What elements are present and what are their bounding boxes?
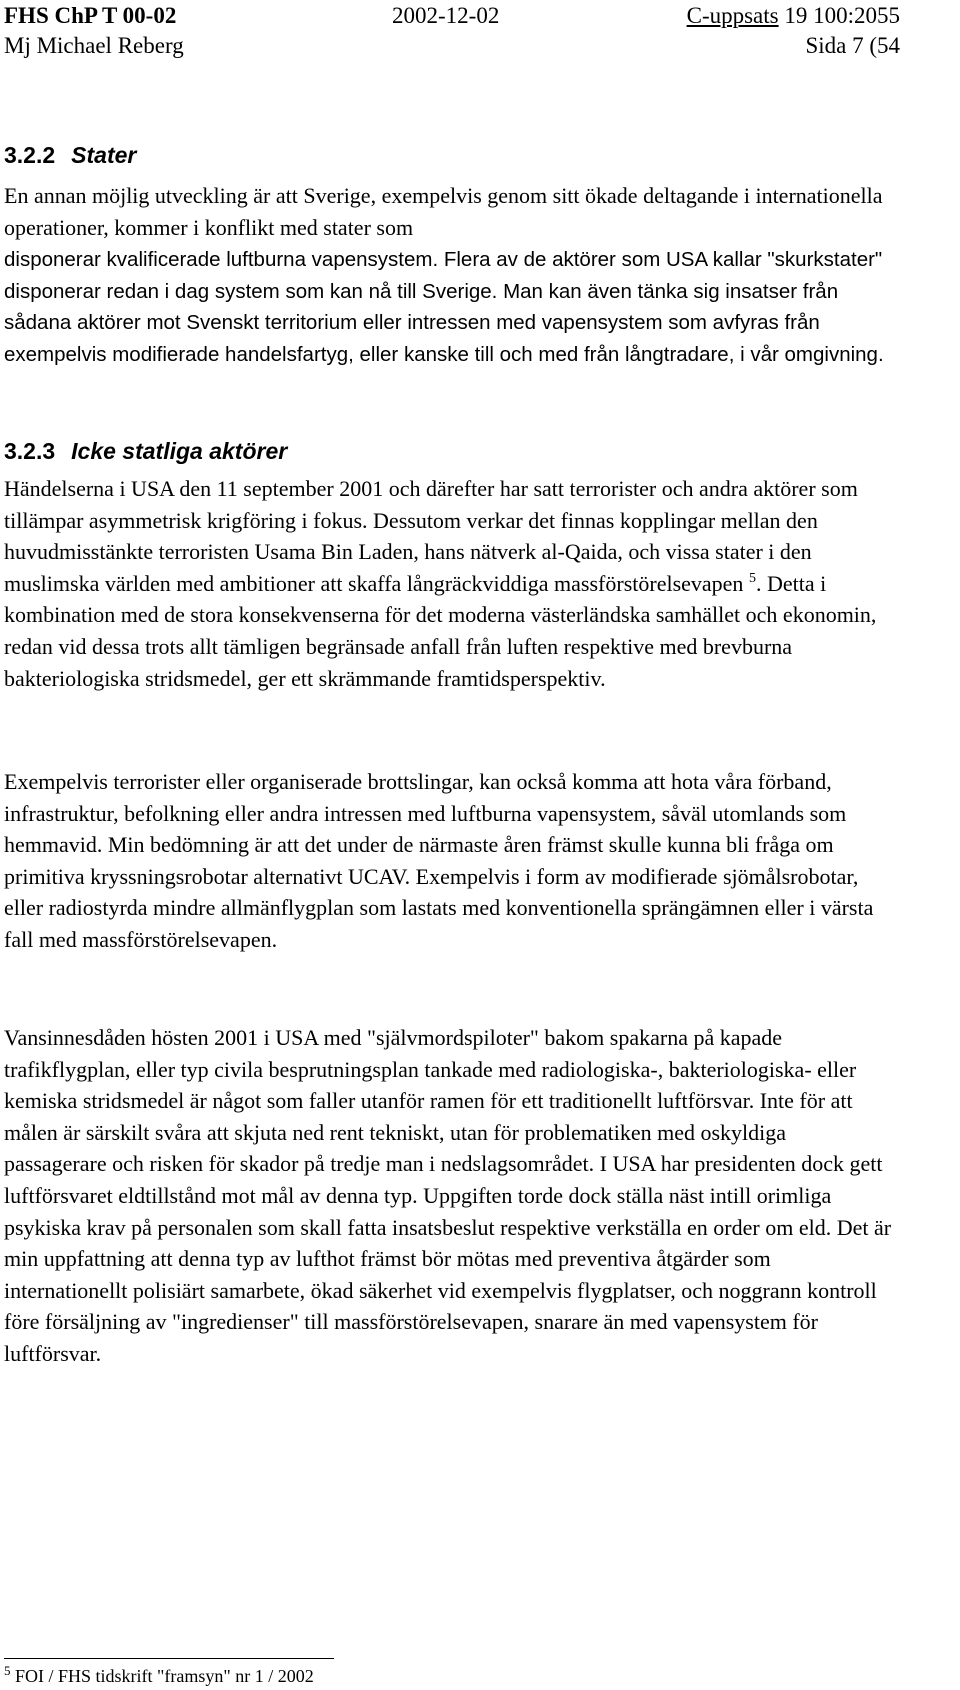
doc-date: 2002-12-02 [392,3,500,28]
page-number: Sida 7 (54 [805,33,900,58]
section-title: Stater [71,142,137,168]
paragraph: disponerar kvalificerade luftburna vapensystem. Flera av de aktörer som USA kallar "skurkstater" disponerar redan i dag system som kan nå till Sverige. Man kan även tänka sig insatser från sådana aktörer mot Svenskt territorium eller intressen med vapensystem som avfyras från exempelvis modifierade handelsfartyg, eller kanske till och med från långtradare, i vår omgivning. [4,248,884,366]
document-page [4,0,904,1686]
section-heading-322 [4,142,136,169]
footnote-number: 5 [4,1663,11,1678]
footnote-divider [4,1658,334,1659]
paragraph: Exempelvis terrorister eller organiserade brottslingar, kan också komma att hota våra förband, infrastruktur, befolkning eller andra intressen med luftburna vapensystem, såväl utomlands som hemmavid. Min bedömning är att det under de närmaste åren främst skulle kunna bli fråga om primitiva kryssningsrobotar alternativt UCAV. Exempelvis i form av modifierade sjömålsrobotar, eller radiostyrda mindre allmänflygplan som lastats med konventionella sprängämnen eller i värsta fall med massförstörelsevapen. [4,769,874,952]
section-number: 3.2.3 [4,438,56,464]
paragraph: Vansinnesdåden hösten 2001 i USA med "självmordspiloter" bakom spakarna på kapade trafikflygplan, eller typ civila besprutningsplan tankade med radiologiska-, bakteriologiska- eller kemiska stridsmedel är något som faller utanför ramen för ett traditionellt luftförsvar. Inte för att målen är särskilt svåra att skjuta ned rent tekniskt, utan för problematiken med oskyldiga passagerare och risken för skador på tredje man i nedslagsområdet. I USA har presidenten dock gett luftförsvaret eldtillstånd mot mål av denna typ. Uppgiften torde dock ställa näst intill orimliga psykiska krav på personalen som skall fatta insatsbeslut respektive verkställa en order om eld. Det är min uppfattning att denna typ av lufthot främst bör mötas med preventiva åtgärder som internationellt polisiärt samarbete, ökad säkerhet vid exempelvis flygplatser, och noggrann kontroll före försäljning av "ingredienser" till massförstörelsevapen, snarare än med vapensystem för luftförsvar. [4,1025,892,1366]
doc-type-number [687,0,900,32]
paragraph [4,473,894,694]
footnote-text: FOI / FHS tidskrift "framsyn" nr 1 / 2002 [15,1666,314,1686]
section-title: Icke statliga aktörer [71,438,288,464]
paragraph: En annan möjlig utveckling är att Sverige, exempelvis genom sitt ökade deltagande i internationella operationer, kommer i konflikt med stater som [4,183,883,240]
doc-code: FHS ChP T 00-02 [4,3,177,28]
footnote [4,1664,314,1688]
footnote-reference[interactable]: 5 [748,570,756,586]
author-name: Mj Michael Reberg [4,33,184,58]
section-number: 3.2.2 [4,142,56,168]
doc-number: 19 100:2055 [784,3,900,28]
page-header [4,0,904,70]
paragraph-text: . Detta i kombination med de stora konsekvenserna för det moderna västerländska samhället och ekonomin, redan vid dessa trots allt tämligen begränsade anfall från luften respektive med brevburna bakteriologiska stridsmedel, ger ett skrämmande framtidsperspektiv. [4,570,877,691]
section-heading-323 [4,438,287,465]
paragraph-text: Händelserna i USA den 11 september 2001 och därefter har satt terrorister och andra aktörer som tillämpar asymmetrisk krigföring i fokus. Dessutom verkar det finnas kopplingar mellan den huvudmisstänkte terroristen Usama Bin Laden, hans nätverk al-Qaida, och vissa stater i den muslimska världen med ambitioner att skaffa långräckviddiga massförstörelsevapen [4,476,858,596]
doc-type: C-uppsats [686,3,779,28]
